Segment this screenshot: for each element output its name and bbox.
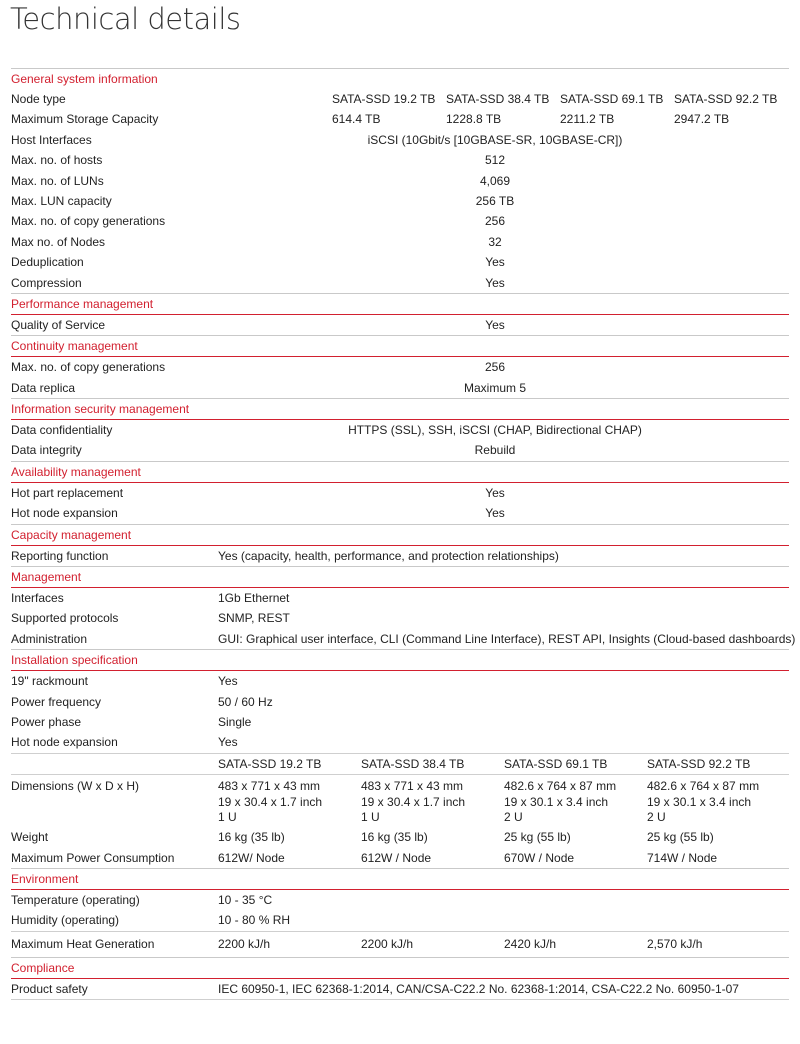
row-label: 19" rackmount [11, 674, 88, 689]
row-label: Max. LUN capacity [11, 193, 112, 208]
table-row-power-consumption [11, 848, 789, 868]
storage-4: 2947.2 TB [674, 112, 730, 127]
row-value: 4,069 [479, 173, 511, 188]
section-header-availability: Availability management [11, 461, 789, 482]
table-row-max-hosts [11, 150, 789, 170]
dimensions-units: 2 U [647, 810, 666, 825]
section-header-compliance: Compliance [11, 957, 789, 978]
heat-1: 2200 kJ/h [218, 936, 271, 951]
row-label: Hot node expansion [11, 735, 118, 750]
row-value: Yes (capacity, health, performance, and protection relationships) [218, 548, 559, 563]
section-header-environment: Environment [11, 868, 789, 889]
table-row-power-phase [11, 712, 789, 732]
power-4: 714W / Node [647, 850, 718, 865]
row-label: Humidity (operating) [11, 913, 120, 928]
row-value: GUI: Graphical user interface, CLI (Command Line Interface), REST API, Insights (Cloud-based dashboards) [218, 631, 796, 646]
table-row-model-header [11, 753, 789, 774]
table-row-data-integrity [11, 440, 789, 460]
weight-4: 25 kg (55 lb) [647, 830, 714, 845]
table-row-protocols [11, 608, 789, 628]
heat-3: 2420 kJ/h [504, 936, 557, 951]
weight-3: 25 kg (55 lb) [504, 830, 571, 845]
row-label: Maximum Storage Capacity [11, 112, 159, 127]
row-label: Temperature (operating) [11, 892, 140, 907]
table-row-heat-generation [11, 931, 789, 957]
row-label: Compression [11, 275, 82, 290]
dimensions-units: 1 U [218, 810, 237, 825]
row-label: Hot part replacement [11, 485, 124, 500]
storage-2: 1228.8 TB [446, 112, 502, 127]
row-value: Yes [218, 735, 238, 750]
row-label: Host Interfaces [11, 132, 92, 147]
dimensions-units: 2 U [504, 810, 523, 825]
power-1: 612W/ Node [218, 850, 285, 865]
model-4: SATA-SSD 92.2 TB [647, 756, 751, 771]
table-row-max-lun-capacity [11, 191, 789, 211]
row-value: HTTPS (SSL), SSH, iSCSI (CHAP, Bidirectional CHAP) [348, 423, 642, 438]
dimensions-inch: 19 x 30.4 x 1.7 inch [361, 794, 466, 809]
row-value: Maximum 5 [463, 380, 526, 395]
row-label: Data replica [11, 380, 76, 395]
row-value: Single [218, 714, 252, 729]
row-value: Yes [218, 674, 238, 689]
table-row-humidity [11, 910, 789, 930]
table-row-data-replica [11, 378, 789, 398]
table-row-interfaces [11, 587, 789, 608]
table-row-compression [11, 273, 789, 293]
table-row-deduplication [11, 252, 789, 272]
power-2: 612W / Node [361, 850, 432, 865]
table-row-max-copy-generations [11, 211, 789, 231]
section-header-installation: Installation specification [11, 649, 789, 670]
row-label: Administration [11, 631, 88, 646]
row-value: 256 [484, 214, 506, 229]
row-label: Data confidentiality [11, 423, 113, 438]
dimensions-mm: 483 x 771 x 43 mm [218, 779, 321, 794]
row-label: Maximum Heat Generation [11, 936, 155, 951]
section-header-management: Management [11, 566, 789, 587]
table-row-administration [11, 629, 796, 649]
row-label: Product safety [11, 981, 88, 996]
table-row-reporting [11, 545, 789, 566]
dimensions-mm: 482.6 x 764 x 87 mm [647, 779, 760, 794]
row-value: Yes [485, 275, 505, 290]
row-label: Power frequency [11, 694, 102, 709]
table-row-max-luns [11, 171, 789, 191]
row-label: Maximum Power Consumption [11, 850, 175, 865]
section-header-security: Information security management [11, 398, 789, 419]
table-row-hot-node-expansion [11, 732, 789, 752]
node-type-3: SATA-SSD 69.1 TB [560, 92, 664, 106]
dimensions-4 [647, 779, 759, 826]
model-3: SATA-SSD 69.1 TB [504, 756, 608, 771]
table-row-host-interfaces [11, 130, 789, 150]
row-value: 50 / 60 Hz [218, 694, 273, 709]
row-label: Supported protocols [11, 611, 119, 626]
table-row-max-nodes [11, 232, 789, 252]
row-label: Power phase [11, 714, 82, 729]
table-row-node-type [11, 89, 789, 109]
node-type-2: SATA-SSD 38.4 TB [446, 92, 550, 106]
dimensions-1 [218, 779, 322, 826]
row-value: IEC 60950-1, IEC 62368-1:2014, CAN/CSA-C22.2 No. 62368-1:2014, CSA-C22.2 No. 60950-1-07 [218, 981, 739, 996]
row-label: Max. no. of copy generations [11, 360, 166, 375]
storage-3: 2211.2 TB [560, 112, 615, 127]
node-type-1: SATA-SSD 19.2 TB [332, 92, 436, 106]
dimensions-inch: 19 x 30.1 x 3.4 inch [647, 794, 752, 809]
table-row-hot-part [11, 482, 789, 503]
row-value: 10 - 80 % RH [218, 913, 291, 928]
row-label: Weight [11, 830, 49, 845]
dimensions-inch: 19 x 30.4 x 1.7 inch [218, 794, 323, 809]
row-label: Quality of Service [11, 317, 106, 332]
row-label: Reporting function [11, 548, 109, 563]
table-row-product-safety [11, 978, 789, 999]
row-value: 32 [488, 234, 502, 249]
row-value: iSCSI (10Gbit/s [10GBASE-SR, 10GBASE-CR]) [367, 132, 623, 147]
dimensions-mm: 482.6 x 764 x 87 mm [504, 779, 617, 794]
row-label: Max. no. of hosts [11, 153, 103, 168]
row-label: Max no. of Nodes [11, 234, 106, 249]
row-label: Max. no. of LUNs [11, 173, 104, 188]
heat-4: 2,570 kJ/h [647, 936, 703, 951]
section-header-general: General system information [11, 68, 789, 89]
section-header-performance: Performance management [11, 293, 789, 314]
table-row-copy-generations [11, 356, 789, 377]
dimensions-mm: 483 x 771 x 43 mm [361, 779, 464, 794]
storage-1: 614.4 TB [332, 112, 381, 127]
weight-1: 16 kg (35 lb) [218, 830, 285, 845]
row-value: 1Gb Ethernet [218, 591, 290, 606]
spec-sheet [11, 68, 796, 1000]
row-value: 256 [484, 360, 506, 375]
table-row-rackmount [11, 670, 789, 691]
dimensions-3 [504, 779, 616, 826]
row-value: Yes [485, 317, 505, 332]
model-2: SATA-SSD 38.4 TB [361, 756, 465, 771]
row-value: 256 TB [475, 193, 515, 208]
table-row-weight [11, 827, 789, 847]
table-row-temperature [11, 889, 789, 910]
dimensions-units: 1 U [361, 810, 380, 825]
row-label: Deduplication [11, 255, 84, 270]
table-row-max-storage [11, 109, 789, 129]
row-label: Interfaces [11, 591, 64, 606]
row-value: Yes [485, 485, 505, 500]
table-bottom-rule [11, 999, 789, 1000]
dimensions-inch: 19 x 30.1 x 3.4 inch [504, 794, 609, 809]
row-value: Rebuild [474, 443, 516, 458]
table-row-hot-node [11, 503, 789, 523]
row-label: Node type [11, 92, 66, 106]
row-label: Dimensions (W x D x H) [11, 779, 140, 794]
section-header-continuity: Continuity management [11, 335, 789, 356]
table-row-power-frequency [11, 692, 789, 712]
row-value: 10 - 35 °C [218, 892, 273, 907]
node-type-4: SATA-SSD 92.2 TB [674, 92, 778, 106]
row-value: Yes [485, 506, 505, 521]
row-label: Data integrity [11, 443, 82, 458]
table-row-qos [11, 314, 789, 335]
row-label: Hot node expansion [11, 506, 118, 521]
heat-2: 2200 kJ/h [361, 936, 414, 951]
row-value: SNMP, REST [218, 611, 290, 626]
model-1: SATA-SSD 19.2 TB [218, 756, 322, 771]
dimensions-2 [361, 779, 465, 826]
page-title: Technical details [10, 2, 241, 36]
section-header-capacity: Capacity management [11, 524, 789, 545]
table-row-dimensions [11, 774, 789, 827]
table-row-data-confidentiality [11, 419, 789, 440]
power-3: 670W / Node [504, 850, 575, 865]
weight-2: 16 kg (35 lb) [361, 830, 428, 845]
row-label: Max. no. of copy generations [11, 214, 166, 229]
row-value: 512 [484, 153, 506, 168]
row-value: Yes [485, 255, 505, 270]
